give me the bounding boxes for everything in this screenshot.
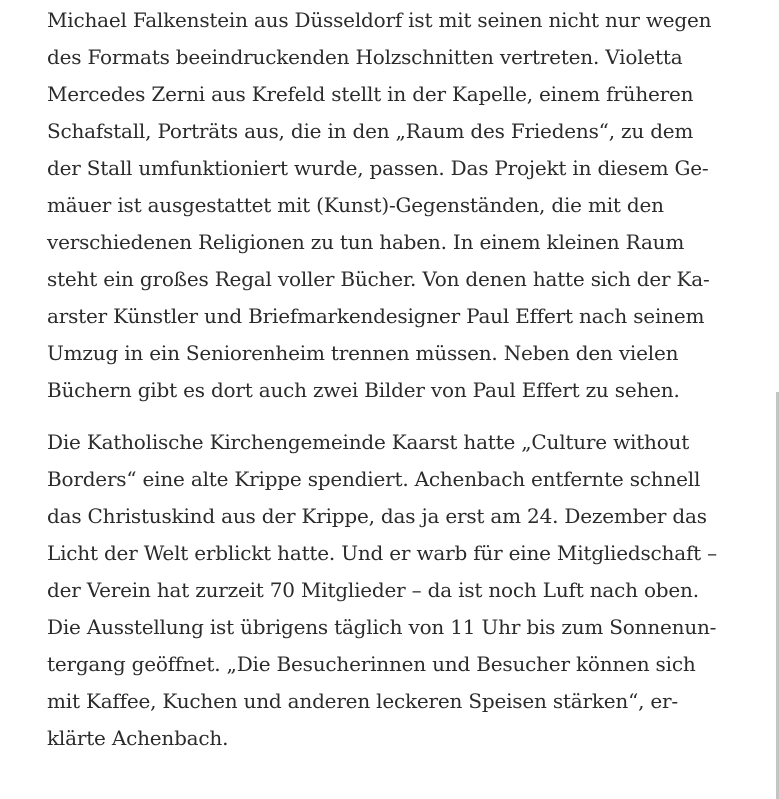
text-line: mit Kaffee, Kuchen und anderen leckeren Speisen stärken“, er- [47,689,678,713]
text-line: das Christuskind aus der Krippe, das ja erst am 24. Dezember das [47,504,707,528]
text-line: des Formats beeindruckenden Holzschnitten vertreten. Violetta [47,45,683,69]
text-line: Umzug in ein Seniorenheim trennen müssen. Neben den vielen [47,341,679,365]
article-body [47,2,737,757]
paragraph-krippe-donation [47,424,737,757]
text-line: Schafstall, Porträts aus, die in den „Raum des Friedens“, zu dem [47,119,694,143]
text-line: klärte Achenbach. [47,726,229,750]
text-line: Borders“ eine alte Krippe spendiert. Achenbach entfernte schnell [47,467,701,491]
text-line: arster Künstler und Briefmarkendesigner Paul Effert nach seinem [47,304,705,328]
text-line: mäuer ist ausgestattet mit (Kunst)-Gegenständen, die mit den [47,193,664,217]
text-line: Büchern gibt es dort auch zwei Bilder von Paul Effert zu sehen. [47,378,680,402]
text-line: Die Ausstellung ist übrigens täglich von 11 Uhr bis zum Sonnenun- [47,615,717,639]
text-line: der Verein hat zurzeit 70 Mitglieder – da ist noch Luft nach oben. [47,578,699,602]
text-line: Michael Falkenstein aus Düsseldorf ist mit seinen nicht nur wegen [47,8,712,32]
text-line: verschiedenen Religionen zu tun haben. In einem kleinen Raum [47,230,685,254]
text-line: Die Katholische Kirchengemeinde Kaarst hatte „Culture without [47,430,690,454]
text-line: steht ein großes Regal voller Bücher. Von denen hatte sich der Ka- [47,267,710,291]
text-line: Licht der Welt erblickt hatte. Und er warb für eine Mitgliedschaft – [47,541,717,565]
text-line: Mercedes Zerni aus Krefeld stellt in der Kapelle, einem früheren [47,82,694,106]
text-line: der Stall umfunktioniert wurde, passen. Das Projekt in diesem Ge- [47,156,709,180]
paragraph-falkenstein-exhibition [47,2,737,409]
text-line: tergang geöffnet. „Die Besucherinnen und Besucher können sich [47,652,696,676]
